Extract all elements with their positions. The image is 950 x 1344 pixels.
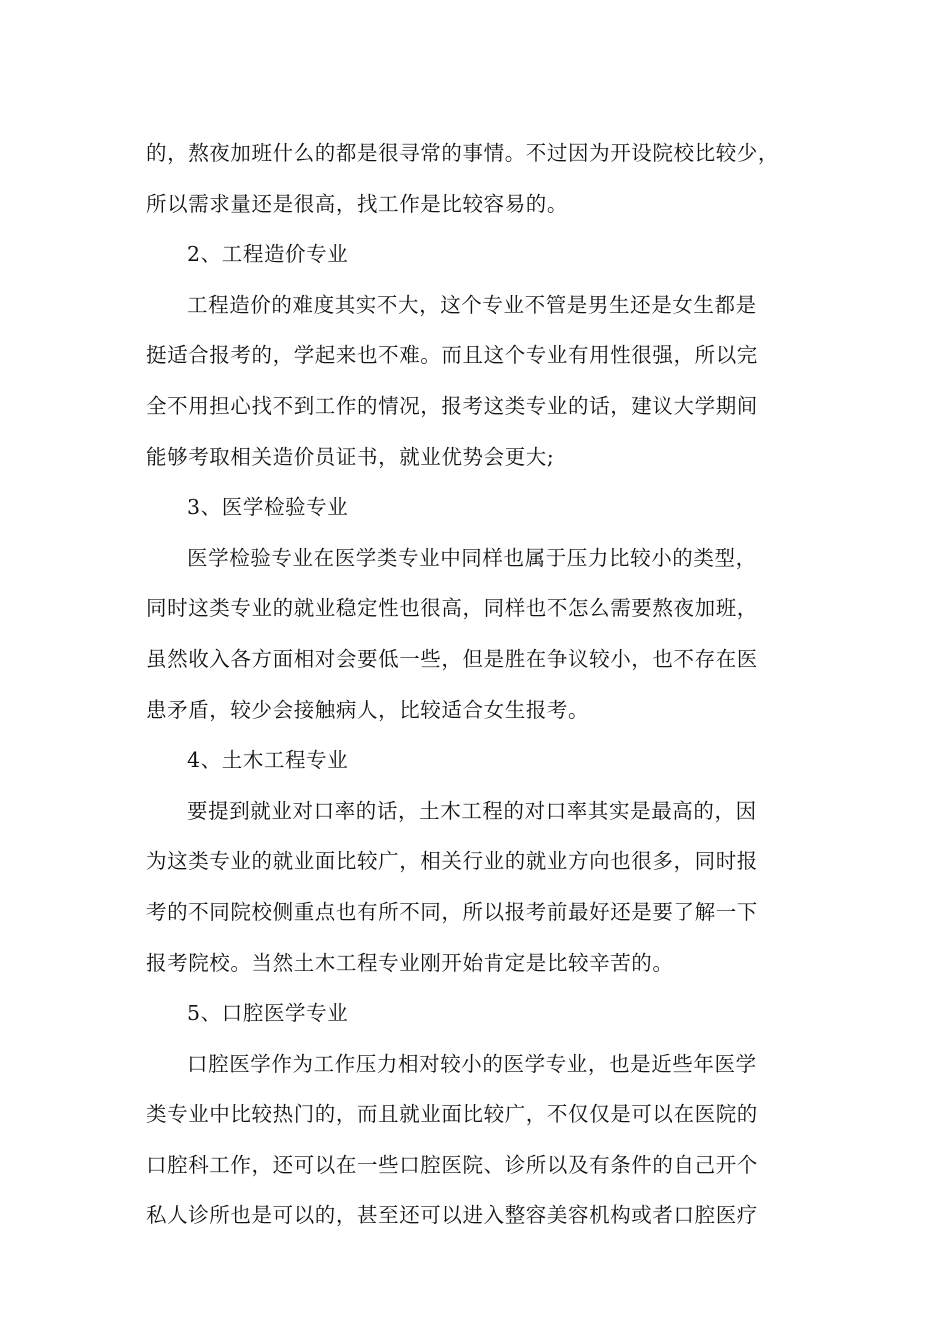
text-line: 医学检验专业在医学类专业中同样也属于压力比较小的类型， (187, 545, 757, 570)
text-line: 口腔科工作，还可以在一些口腔医院、诊所以及有条件的自己开个 (146, 1152, 758, 1177)
text-line: 全不用担心找不到工作的情况，报考这类专业的话，建议大学期间 (146, 393, 758, 418)
text-line: 为这类专业的就业面比较广，相关行业的就业方向也很多，同时报 (146, 849, 758, 874)
text-line: 虽然收入各方面相对会要低一些，但是胜在争议较小，也不存在医 (146, 646, 758, 671)
text-line: 报考院校。当然土木工程专业刚开始肯定是比较辛苦的。 (146, 950, 674, 975)
text-line: 同时这类专业的就业稳定性也很高，同样也不怎么需要熬夜加班， (146, 596, 758, 621)
text-line: 的，熬夜加班什么的都是很寻常的事情。不过因为开设院校比较少， (146, 141, 779, 165)
section-heading: 3、医学检验专业 (187, 495, 349, 520)
text-line: 能够考取相关造价员证书，就业优势会更大; (146, 444, 555, 469)
text-line: 患矛盾，较少会接触病人，比较适合女生报考。 (146, 697, 590, 722)
document-body (146, 128, 818, 1241)
text-line: 所以需求量还是很高，找工作是比较容易的。 (146, 191, 568, 216)
text-line: 私人诊所也是可以的，甚至还可以进入整容美容机构或者口腔医疗 (146, 1203, 758, 1228)
section-heading: 4、土木工程专业 (187, 748, 349, 773)
text-line: 工程造价的难度其实不大，这个专业不管是男生还是女生都是 (187, 292, 757, 317)
section-heading: 2、工程造价专业 (187, 242, 349, 267)
text-line: 考的不同院校侧重点也有所不同，所以报考前最好还是要了解一下 (146, 899, 758, 924)
text-line: 要提到就业对口率的话，土木工程的对口率其实是最高的，因 (187, 798, 757, 823)
text-line: 类专业中比较热门的，而且就业面比较广，不仅仅是可以在医院的 (146, 1102, 758, 1127)
section-heading: 5、口腔医学专业 (187, 1001, 349, 1026)
text-line: 口腔医学作为工作压力相对较小的医学专业，也是近些年医学 (187, 1051, 757, 1076)
text-line: 挺适合报考的，学起来也不难。而且这个专业有用性很强，所以完 (146, 343, 758, 368)
